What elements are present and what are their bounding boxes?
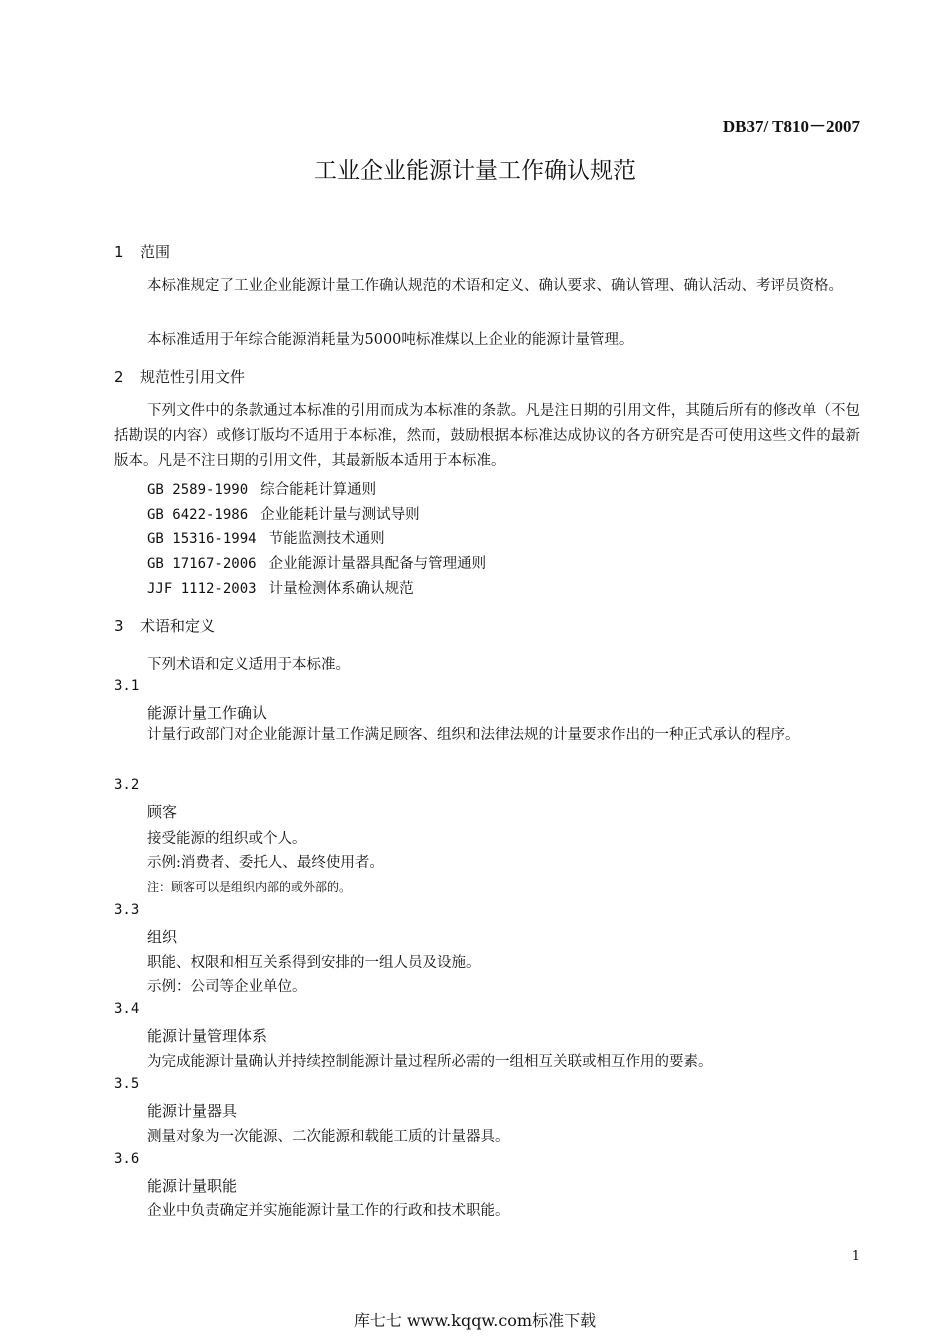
term-title: 能源计量工作确认 — [147, 704, 268, 722]
section-3-heading — [114, 615, 215, 636]
section-title: 范围 — [140, 243, 171, 261]
section-2-heading — [114, 366, 245, 387]
reference-item — [147, 503, 420, 524]
reference-name: 计量检测体系确认规范 — [268, 581, 414, 597]
term-definition: 企业中负责确定并实施能源计量工作的行政和技术职能。 — [147, 1203, 510, 1219]
reference-code: GB 6422-1986 — [147, 507, 249, 523]
footer-watermark: 库七七 www.kqqw.com标准下载 — [353, 1311, 597, 1330]
reference-code: GB 2589-1990 — [147, 482, 249, 498]
term-example: 示例：公司等企业单位。 — [147, 979, 307, 995]
paragraph: 下列术语和定义适用于本标准。 — [147, 657, 350, 673]
section-1-heading — [114, 241, 170, 262]
term-definition: 职能、权限和相互关系得到安排的一组人员及设施。 — [147, 955, 481, 971]
paragraph: 本标准规定了工业企业能源计量工作确认规范的术语和定义、确认要求、确认管理、确认活动、考评员资格。 — [147, 278, 843, 294]
reference-item — [147, 577, 414, 598]
paragraph: 下列文件中的条款通过本标准的引用而成为本标准的条款。凡是注日期的引用文件，其随后所有的修改单（不包括勘误的内容）或修订版均不适用于本标准，然而，鼓励根据本标准达成协议的各方研究是否可使用这些文件的最新版本。凡是不注日期的引用文件，其最新版本适用于本标准。 — [114, 403, 860, 469]
section-number: 1 — [114, 243, 124, 261]
section-title: 规范性引用文件 — [140, 368, 246, 386]
page-number: 1 — [851, 1249, 860, 1264]
term-note: 注：顾客可以是组织内部的或外部的。 — [147, 880, 352, 894]
reference-code: GB 15316-1994 — [147, 531, 257, 547]
section-number: 3 — [114, 617, 124, 635]
term-title: 能源计量管理体系 — [147, 1027, 268, 1045]
page-title: 工业企业能源计量工作确认规范 — [314, 158, 636, 184]
reference-name: 企业能源计量器具配备与管理通则 — [268, 556, 487, 572]
reference-item — [147, 552, 486, 573]
term-title: 能源计量职能 — [147, 1177, 238, 1195]
term-definition: 接受能源的组织或个人。 — [147, 831, 307, 847]
section-title: 术语和定义 — [140, 617, 216, 635]
term-title: 顾客 — [147, 803, 178, 821]
term-number: 3.5 — [114, 1076, 140, 1092]
paragraph: 本标准适用于年综合能源消耗量为5000吨标准煤以上企业的能源计量管理。 — [147, 332, 634, 348]
reference-name: 综合能耗计算通则 — [260, 482, 377, 498]
reference-item — [147, 478, 376, 499]
term-example: 示例:消费者、委托人、最终使用者。 — [147, 855, 384, 871]
reference-item — [147, 527, 385, 548]
term-definition: 为完成能源计量确认并持续控制能源计量过程所必需的一组相互关联或相互作用的要素。 — [147, 1054, 713, 1070]
reference-code: GB 17167-2006 — [147, 556, 257, 572]
term-title: 组织 — [147, 928, 178, 946]
term-number: 3.2 — [114, 777, 140, 793]
term-title: 能源计量器具 — [147, 1102, 238, 1120]
term-number: 3.1 — [114, 678, 140, 694]
term-number: 3.6 — [114, 1151, 140, 1167]
reference-name: 企业能耗计量与测试导则 — [260, 507, 420, 523]
reference-code: JJF 1112-2003 — [147, 581, 257, 597]
term-definition: 计量行政部门对企业能源计量工作满足顾客、组织和法律法规的计量要求作出的一种正式承认的程序。 — [147, 727, 800, 743]
term-definition: 测量对象为一次能源、二次能源和载能工质的计量器具。 — [147, 1129, 510, 1145]
section-number: 2 — [114, 368, 124, 386]
standard-code: DB37/ T810－2007 — [722, 117, 860, 136]
term-number: 3.3 — [114, 902, 140, 918]
term-number: 3.4 — [114, 1001, 140, 1017]
reference-name: 节能监测技术通则 — [268, 531, 385, 547]
